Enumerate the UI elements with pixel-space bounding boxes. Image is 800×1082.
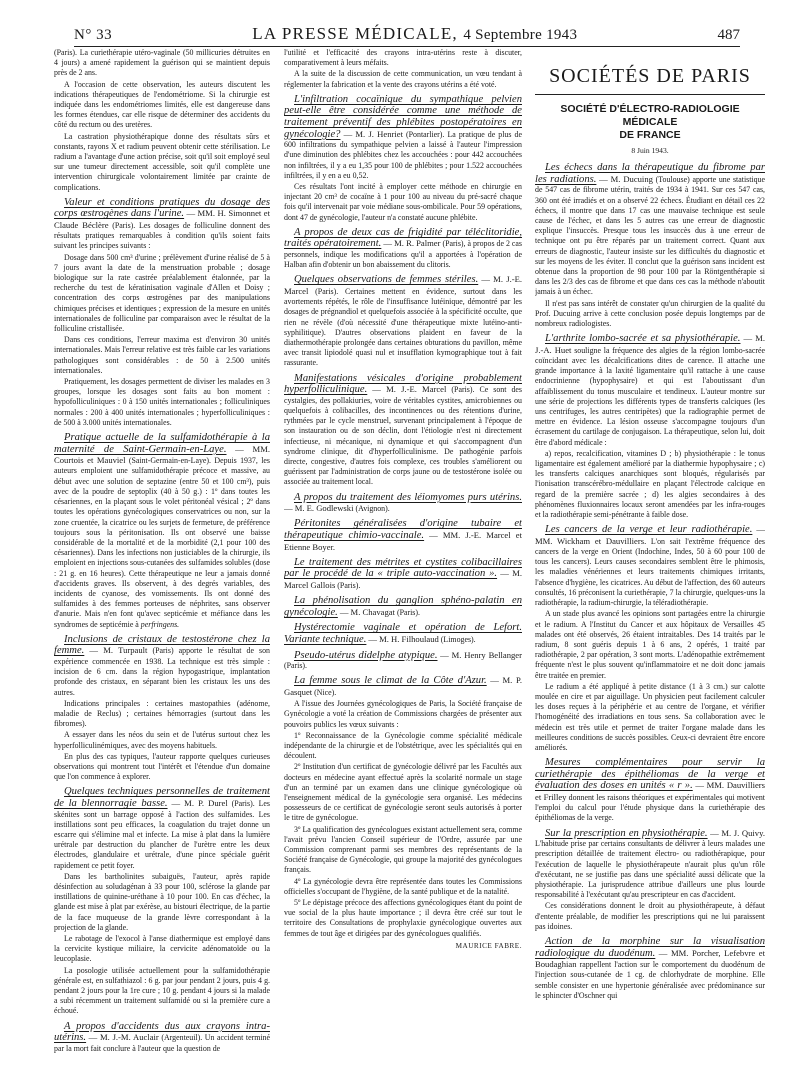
article-authors: — M. Turpault	[89, 645, 148, 656]
article	[535, 757, 765, 823]
article	[284, 622, 522, 645]
article-city: (Pontarlier).	[406, 129, 445, 139]
paragraph: Indications principales : certaines mastopathies (adénome, maladie de Reclus) ; certaines hémorragies (surtout dans les fibromes).	[54, 698, 270, 729]
article	[535, 333, 765, 448]
paragraph: La posologie utilisée actuellement pour la sulfamidothérapie générale est, en sulfathiazol : 6 g. par jour pendant 2 jours, puis 4 g. pendant 2 jours pour la 1re cure ; 10 g. pendant 4 jours si la malade a subi récemment un traitement sulfamidé ou si la première cure a échoué.	[54, 965, 270, 1016]
article-city: (Paris)	[152, 646, 174, 656]
article	[54, 432, 270, 630]
paragraph: A l'issue des Journées gynécologiques de Paris, la Société française de Gynécologie a voté la création de Commissions chargées de présenter aux pouvoirs publics les vœux suivants :	[284, 699, 522, 729]
article-authors: — M. Marcel Gallois	[284, 568, 522, 591]
article-city: (Paris).	[315, 287, 339, 296]
article	[284, 274, 522, 368]
article	[535, 524, 765, 608]
article	[54, 634, 270, 698]
paragraph: A l'occasion de cette observation, les auteurs discutent les indications thérapeutiques de l'endométriome. Si la chirurgie est indiquée dans les endométriomes limités, elle est dangereuse dans les formes étendues, car elle risque de déterminer des accidents du côté du rectum ou des uretères.	[54, 79, 270, 130]
article-authors: — M. Ducuing	[599, 173, 653, 184]
journal-title	[252, 24, 577, 44]
article-text: Les skénites sont un barrage opposé à l'action des sulfamides. Les instillations sont peu efficaces, la coagulation du trajet donne un escarre qui s'élimine mal et infecte. La mise à plat dans la lumière urétrale par destruction du plancher de l'urètre entre les deux électrodes, glandulaire et urétrale, d'une pince spéciale guérit rapidement ce petit foyer.	[54, 798, 270, 870]
article-authors: — M. J.-E. Marcel	[284, 274, 522, 296]
paragraph: Dosage dans 500 cm³ d'urine ; prélèvement d'urine réalisé de 5 à 7 jours avant la date de la menstruation probable ; dosage biologique sur la rate castrée préalablement étalonnée, par la recherche du test de kératinisation vaginale d'Allen et Doisy ; concentration des corps œstrogènes par des manipulations chimiques précises et identiques ; expression de la mesure en unités internationales de folliculine par comparaison avec le résultat de la folliculine cristallisée.	[54, 252, 270, 334]
article	[284, 518, 522, 552]
article-title: A propos du traitement des léiomyomes purs utérins.	[294, 491, 522, 503]
article-authors: — M. E. Godlewski	[284, 503, 354, 514]
paragraph: 1º Reconnaissance de la Gynécologie comme spécialité médicale indépendante de la chirurgie et de l'obstétrique, avec les spécialités qui en découlent.	[284, 730, 522, 761]
article	[284, 227, 522, 271]
article-authors: — M. H. Filhoulaud	[368, 634, 439, 644]
article	[284, 650, 522, 672]
article-title: Manifestations vésicales d'origine probablement hyperfolliculinique.	[284, 372, 522, 396]
article-authors: — M. Henry Bellanger	[440, 649, 522, 660]
article-title: Action de la morphine sur la visualisation radiologique du duodénum.	[535, 935, 765, 959]
section-title: SOCIÉTÉS DE PARIS	[535, 48, 765, 95]
article-authors: — M. Chavagat	[339, 606, 395, 617]
article-city: (Paris).	[231, 798, 255, 808]
article	[284, 595, 522, 618]
article-city: (Saint-Germain-en-Laye).	[128, 456, 212, 466]
article-authors: — M. J. Henriet	[343, 128, 403, 139]
article-text-italic: perfringens.	[140, 619, 180, 629]
article-text: Les dosages de folliculine donnent des résultats pratiques remarquables à condition qu'ils soient faits suivant les principes suivants :	[54, 221, 270, 251]
article-text: La pratique de plus de 600 infiltrations du sympathique pelvien a laissé à l'auteur l'impression d'une diminution des phlébites chez les accouchées : pour 442 accouchées non infiltrées, il y a eu 1,35 pour 100 de phlébites ; pour 1.522 accouchées infiltrées, il y en a eu 0,52.	[284, 129, 522, 180]
article-city: (Paris).	[451, 385, 475, 395]
article-text: à propos de 2 cas personnels, indique les modifications qu'il a apportées à l'opération de Halban afin d'obtenir un bon abaissement du clitoris.	[284, 239, 522, 270]
paragraph: Dans les bartholinites subaiguës, l'auteur, après rapide désinfection au soludagénan à 33 pour 100, sclérose la glande par instillations de quinine-uréthane à 10 pour 100. En cas d'échec, la glande est mise à plat par exérèse, au bistouri électrique, de la partie de la face muqueuse de la grande lèvre correspondant à la projection de la glande.	[54, 871, 270, 932]
paragraph: Dans ces conditions, l'erreur maxima est d'environ 30 unités internationales. Mais l'erreur relative est très faible car les variations pathologiques sont considérables : de 50 à 2.500 unités internationales.	[54, 335, 270, 375]
article-title: Valeur et conditions pratiques du dosage des corps œstrogènes dans l'urine.	[54, 196, 270, 220]
article	[284, 373, 522, 488]
article	[284, 675, 522, 698]
article	[54, 197, 270, 252]
article-authors: — M. J.-E. Marcel	[372, 384, 447, 395]
article-text: souligne la fréquence des algies de la région lombo-sacrée coïncidant avec les décalcifications dites de carence. Il attache une grande importance à la laxité ligamentaire qu'il rattache à une cause endocrinienne (hypophysaire) et qui est l'aboutissant d'un affaiblissement du tonus musculaire et tendineux. L'auteur montre sur une série de projections les différents types de transferts calciques (les uns centrifuges, les autres centripètes) que la radiographie permet de mettre en évidence. La lésion osseuse s'accompagne toujours d'un écrasement du cartilage de conjugaison. La thérapeutique, selon lui, doit être d'abord médicale :	[535, 345, 765, 447]
issue-number: N° 33	[74, 27, 113, 43]
article-title: A propos de deux cas de frigidité par téléclitoridie, traités opératoirement.	[284, 226, 522, 250]
article-title: Les échecs dans la thérapeutique du fibrome par les radiations.	[535, 162, 765, 185]
article-authors: — MM. Wickham et Dauvilliers.	[535, 524, 765, 546]
article-text: L'habitude prise par certains consultants de délivrer à leurs malades une prescription détaillée de traitement électro- ou radiothérapique, pour l'exécution de laquelle le physiothérapeute n'aurait plus qu'un rôle d'exécutant, ne se justifie pas dans une spécialité aussi délicate que la physiothérapie. La jurisprudence attribue d'ailleurs une plus lourde responsabilité à l'exécutant qu'au prescripteur en cas d'accident.	[535, 839, 765, 900]
article-text: apporte le résultat de son expérience commencée en 1938. La technique est très simple : incision de 6 cm. dans la région hypogastrique, implantation profonde des cristaux, en séparant bien les cristaux les uns des autres.	[54, 646, 270, 697]
paragraph: 5º Le dépistage précoce des affections gynécologiques étant du point de vue social de la plus haute importance ; il devra être créé sur tout le territoire des Consultations de prophylaxie gynécologique ouvertes aux femmes de tout âge et dirigées par des gynécologues qualifiés.	[284, 898, 522, 938]
article-text: Un accident terminé par la mort fait conclure à l'auteur que la question de	[54, 1033, 270, 1053]
article-title: A propos d'accidents dus aux crayons intra-utérins.	[54, 1020, 270, 1044]
column-2	[284, 48, 522, 1076]
article-title: Pseudo-utérus didelphe atypique.	[294, 649, 438, 661]
meeting-date: 8 Juin 1943.	[631, 146, 669, 155]
article-title: Mesures complémentaires pour servir la curiethérapie des épithéliomas de la verge et évaluation des doses en unités « r ».	[535, 757, 765, 792]
paragraph: (Paris). La curiethérapie utéro-vaginale (50 millicuries détruites en 4 jours) a amené rapidement la guérison qui se maintient depuis près de 2 ans.	[54, 48, 270, 78]
signature: MAURICE FABRE.	[455, 941, 522, 950]
article-city: (Paris).	[284, 661, 308, 671]
article-authors: — M. J. Quivy.	[710, 827, 765, 838]
paragraph: Il n'est pas sans intérêt de constater qu'un chirurgien de la qualité du Prof. Ducuing arrive à cette conclusion posée depuis longtemps par de nombreux radiologistes.	[535, 298, 765, 329]
paragraph: A la suite de la discussion de cette communication, un vœu tendant à réglementer la fabrication et la vente des crayons utérins a été voté.	[284, 69, 522, 89]
article	[284, 492, 522, 515]
article-authors: — MM. Porcher, Lefebvre et Boudaghian	[535, 947, 765, 970]
paragraph: 3º La qualification des gynécologues existant actuellement sera, comme l'avait prévu l'ancien Conseil supérieur de l'Ordre, assurée par une Commission comprenant parmi ses membres des représentants de la Société française de Gynécologie, qui groupe la majorité des gynécologues français.	[284, 824, 522, 875]
article-text: donnent les raisons théoriques et expérimentales qui motivent l'emploi du calcul pour l'étude physique dans la curiethérapie des épithéliomas de la verge.	[535, 792, 765, 823]
page-number: 487	[717, 27, 740, 43]
running-head	[74, 18, 740, 47]
article-text: Depuis 1937, les auteurs emploient une sulfamidothérapie précoce et massive, au début avec une solution de septazine (entre 50 et 100 cm³), puis avec de la poudre de septoplix (40 à 50 g.) : 1º dans toutes les césariennes, en la plaçant sous le volet péritonéal vésical ; 2º dans toutes les opérations gynécologiques conservatrices ou non, sur la zone cruentée, la cicatrice ou les surjets de fermeture, de préférence toujours sous la péritonisation. Ils ont observé une baisse considérable de la mortalité et de la morbidité (2,1 pour 100 des césariennes). Dans les infections non justiciables de la chirurgie, ils emploient en injections sous-cutanées des sulfamides solubles (dose : 21 g. en 16 heures). Cette thérapeutique ne leur a jamais donné d'accidents graves. Ils observent, à des degrés variables, des incidents de cyanose, des vomissements. Ils ont donné des sulfamides à des femmes porteuses de néphrites, sans observer d'anurie. Mais n'en font qu'avec septicémie et méfiance dans les syndromes de septicémie à	[54, 456, 270, 629]
article-title: L'arthrite lombo-sacrée et sa physiothérapie.	[545, 333, 741, 345]
article-authors: — M. P. Gasquet	[284, 675, 522, 697]
article-text: Ce sont des cystalgies, des pollakiuries, voire de véritables cystites, amicrobiennes ou quelquefois à colibacilles, des incontinences ou des rétentions d'urine, rythmées par le cycle menstruel, survenant principalement à l'époque de son instauration ou de son déclin, dont l'étiologie n'est ni directement infectieuse, ni mécanique, ni dynamique et qui s'accompagnent d'un syndrome clinique, dit d'hyperfolliculinisme. De pathogénie parfois directe, congestive, d'autres fois complexe, ces troubles s'améliorent ou guérissent par l'administration de corps jaune ou de testostérone isolée ou associée au traitement local.	[284, 385, 522, 487]
article-title: Péritonites généralisées d'origine tubaire et thérapeutique chimio-vaccinale.	[284, 518, 522, 542]
article-title: Le traitement des métrites et cystites colibacillaires par le procédé de la « triple auto-vaccination ».	[284, 556, 522, 580]
article	[284, 94, 522, 181]
article-title: Quelques observations de femmes stériles.	[294, 274, 479, 286]
article-authors: — M. J.-M. Auclair	[88, 1032, 159, 1043]
article-authors: — M. J.-A. Huet	[535, 333, 765, 355]
paragraph: a) repos, recalcification, vitamines D ; b) physiothérapie : le tonus ligamentaire est également amélioré par la diathermie hypophysaire ; c) les transferts calciques anarchiques sont bloqués, régularisés par l'ionisation transcérébro-médullaire en plaçant l'électrode calcique en regard de la première sacrée ; d) les algies secondaires à des phénomènes fluxionnaires locaux seront amendées par les infra-rouges et la radiothérapie semi-pénétrante à faible dose.	[535, 448, 765, 520]
article	[284, 557, 522, 591]
article-text: Certaines mettent en évidence, surtout dans les avortements répétés, le rôle de l'insuffisance lutéinique, démontré par les dosages de prégnandiol et quelquefois associée à la spécificité occulte, que rien ne révèle (d'où nécessité d'une thérapeutique mixte lutéino-anti-syphilitique). D'autres observations plaident en faveur de la diathermothérapie prolongée dans certaines obturations du pavillon, même avec transit lipiodolé quasi nul et insufflation kymographique tout à fait rassurante.	[284, 287, 522, 368]
article-city: (Avignon).	[355, 504, 390, 514]
article-authors: — MM. H. Simonnet et Claude Béclère	[54, 208, 270, 231]
article-title: Inclusions de cristaux de testostérone chez la femme.	[54, 633, 270, 657]
article-title: Sur la prescription en physiothérapie.	[545, 827, 708, 839]
article-title: Hystérectomie vaginale et opération de Lefort. Variante technique.	[284, 622, 522, 645]
article-city: (Toulouse)	[655, 174, 690, 184]
paragraph: Le rabotage de l'exocol à l'anse diathermique est employé dans la cervicite kystique miliaire, la cervicite adénomatoïde ou la leucoplasie.	[54, 933, 270, 964]
paragraph: Le radium a été appliqué à petite distance (1 à 3 cm.) sur calotte moulée en cire et par aiguillage. Un physicien peut facilement calculer les doses reçues à la périphérie et au centre de l'organe, et vérifier l'homogénéité des irradiations en tous sens. Sa collaboration avec le médecin est très utile et permet de traiter l'organe malade dans les meilleures conditions de succès possibles. Ceux-ci devraient être encore améliorés.	[535, 681, 765, 752]
article-city: (Paris).	[337, 581, 361, 591]
column-3	[535, 48, 765, 1076]
article-title: Pratique actuelle de la sulfamidothérapie à la maternité de Saint-Germain-en-Laye.	[54, 432, 270, 455]
article-title: L'infiltration cocaïnique du sympathique pelvien peut-elle être considérée comme une méthode de traitement préventif des phlébites postopératoires en gynécologie?	[284, 93, 522, 140]
paragraph: En plus des cas typiques, l'auteur rapporte quelques curieuses observations qui montrent tout l'intérêt et l'étendue d'un domaine que l'on commence à explorer.	[54, 751, 270, 782]
article-city: (Paris),	[442, 239, 466, 249]
paragraph: l'utilité et l'efficacité des crayons intra-utérins reste à discuter, comparativement à leurs méfaits.	[284, 48, 522, 68]
article-authors: — MM. Courtois et Mauviel	[54, 443, 270, 466]
journal-name: LA PRESSE MÉDICALE,	[252, 24, 458, 43]
paragraph: A essayer dans les néos du sein et de l'utérus surtout chez les hyperfolliculinémiques, avec des moyens habituels.	[54, 730, 270, 750]
society-name-line2: DE FRANCE	[619, 129, 681, 141]
article-authors: — MM. J.-E. Marcel et Etienne Boyer.	[284, 530, 522, 552]
article-city: (Limoges).	[440, 635, 476, 644]
article-city: (Paris).	[396, 607, 420, 617]
column-1	[54, 48, 270, 1076]
article-title: Quelques techniques personnelles de traitement de la blennorragie basse.	[54, 786, 270, 809]
article-text: L'on sait l'extrême fréquence des cancers de la verge en Orient (Indochine, Indes, 50 à 60 pour 100 de tous les cancers). Leurs causes secondaires semblent être le phimosis, les maladies vénériennes et leurs traitements chimiques irritants, l'absence d'hygiène, les cicatrices. Au début de l'affection, des 60 auteurs consultés, 16 préconisent la curiethérapie, 7 la chirurgie, quelques-uns la radiothérapie, la radium-chirurgie, la téléradiothérapie.	[535, 536, 765, 608]
article-authors: — M. R. Palmer	[383, 238, 441, 249]
issue-date: 4 Septembre 1943	[463, 27, 578, 43]
paragraph: Ces résultats l'ont incité à employer cette méthode en chirurgie en injectant 20 cm³ de cocaïne à 1 pour 100 au niveau du pré-sacré chaque fois qu'il intervenait par voie médiane sous-ombilicale. Pour 59 opérations, dont 47 de gynécologie, l'auteur n'a constaté aucune phlébite.	[284, 182, 522, 222]
article-city: (Nice).	[314, 687, 337, 697]
article	[535, 828, 765, 901]
article-title: La femme sous le climat de la Côte d'Azur.	[294, 675, 487, 687]
paragraph: A un stade plus avancé les opinions sont partagées entre la chirurgie et le radium. A l'Institut du Cancer et aux hôpitaux de Versailles 45 malades ont été observés, 26 étaient intraitables. Des 14 traités par le radium, 8 sont guéris depuis 1 à 6 ans, 2 opérés, 1 traité par radiothérapie, 2 par opération, 3 sont morts. L'adénopathie extrêmement fréquente n'est le plus souvent qu'inflammatoire et ne doit donc jamais être traitée en premier.	[535, 609, 765, 680]
society-name: SOCIÉTÉ D'ÉLECTRO-RADIOLOGIE MÉDICALE	[560, 103, 740, 128]
article-title: Les cancers de la verge et leur radiothérapie.	[545, 524, 753, 536]
article	[535, 162, 765, 297]
article	[54, 786, 270, 870]
paragraph: 2º Institution d'un certificat de gynécologie délivré par les Facultés aux docteurs en médecine ayant effectué après la scolarité normale un stage d'un an terminé par un examen dans une clinique gynécologique où l'enseignement médical de la gynécologie sera organisé. Les médecins possesseurs de ce certificat de gynécologie seront seuls autorisés à porter le titre de gynécologue.	[284, 762, 522, 823]
paragraph: Ces considérations donnent le droit au physiothérapeute, à défaut d'entente préalable, de modifier les prescriptions qui ne lui paraissent pas idoines.	[535, 901, 765, 931]
paragraph: La castration physiothérapique donne des résultats sûrs et constants, rayons X et radium peuvent obtenir cette stérilisation. Le radium a l'avantage d'une action précise, soit qu'il soit employé seul sur une tumeur directement accessible, soit qu'il complète une intervention chirurgicale volontairement limitée par crainte de complications.	[54, 131, 270, 192]
article-authors: — M. P. Durel	[171, 797, 228, 808]
article-city: (Paris).	[112, 221, 136, 231]
article-city: (Argenteuil).	[161, 1033, 203, 1043]
article	[535, 936, 765, 1001]
paragraph: 4º La gynécologie devra être représentée dans toutes les Commissions officielles s'occupant de l'hygiène, de la santé publique et de la natalité.	[284, 876, 522, 896]
article	[54, 1021, 270, 1054]
article-text: apporte une statistique de 547 cas de fibrome utérin, traités de 1934 à 1941. Sur ces 547 cas, 360 ont été irradiés et on a observé 22 échecs. Étudiant en détail ces 22 échecs, il montre que dans 17 cas une mauvaise technique est seule cause de l'échec, et dans les 5 autres cas une erreur de diagnostic explique l'insuccès. Presque tous les insuccès dus à une erreur de technique ont pu être réparés par un traitement correct. Quant aux erreurs de diagnostic, l'auteur insiste sur les difficultés du diagnostic et sur les moyens de les éviter. Il conclut que la guérison sans incident est obtenue dans la proportion de 98 pour 100 par la Röntgenthérapie si dans les 2/3 des cas de fibrome et que dans ces cas la méthode n'aboutit jamais à un échec.	[535, 174, 765, 297]
article-text: rappellent l'action sur le comportement du duodénum de l'injection sous-cutanée de 1 cg. de chlorhydrate de morphine. Elle semble consister en une hypertonie généralisée avec prédominance sur le sphincter d'Oschner qui	[535, 960, 765, 1000]
article-authors: — MM. Dauvilliers et Frilley	[535, 780, 765, 802]
article-title: La phénolisation du ganglion sphéno-palatin en gynécologie.	[284, 595, 522, 618]
paragraph: Pratiquement, les dosages permettent de diviser les malades en 3 groupes, lorsque les dosages sont faits au bon moment : hypofolliculiniques : 0 à 150 unités internationales ; folliculiniques normales : 200 à 400 unités internationales ; hyperfolliculiniques : de 500 à 3.000 unités internationales.	[54, 377, 270, 427]
